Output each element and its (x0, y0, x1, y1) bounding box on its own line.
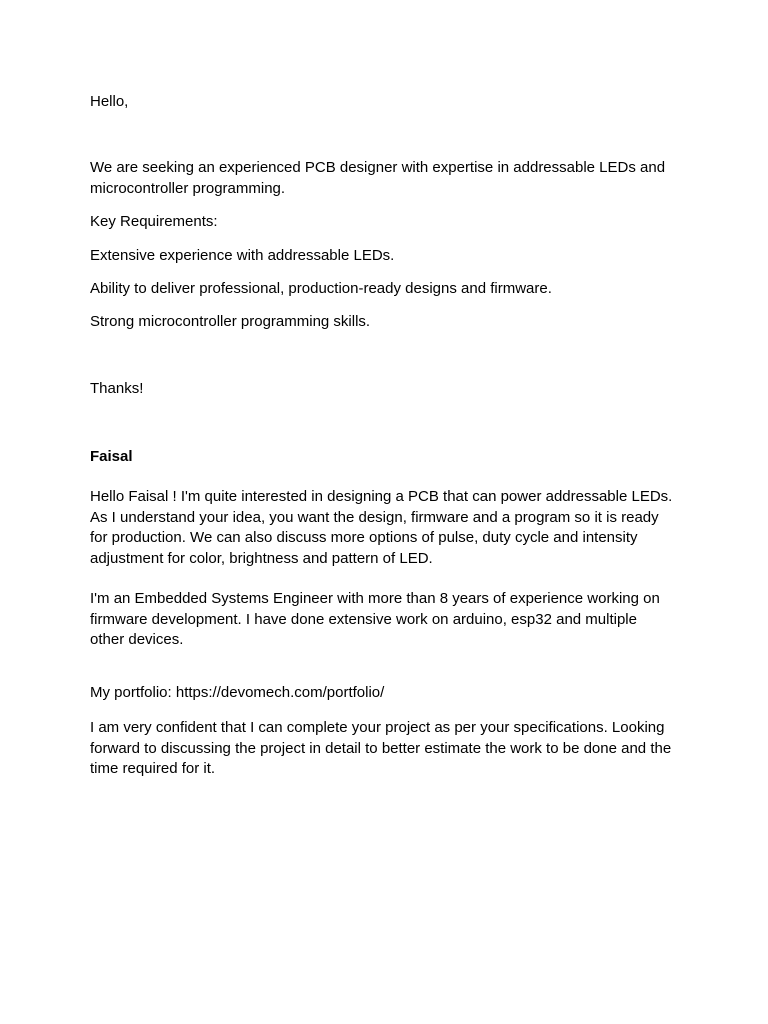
portfolio-line: My portfolio: https://devomech.com/portfolio/ (90, 684, 385, 701)
reply-line: I'm an Embedded Systems Engineer with more than 8 years of experience working on (90, 590, 660, 607)
reply-line: I am very confident that I can complete your project as per your specifications. Looking (90, 719, 665, 736)
reply-paragraph-2 (90, 589, 660, 651)
intro-paragraph (90, 158, 665, 199)
requirement-item: Ability to deliver professional, production-ready designs and firmware. (90, 280, 552, 297)
reply-line: As I understand your idea, you want the design, firmware and a program so it is ready (90, 508, 659, 526)
intro-line: We are seeking an experienced PCB designer with expertise in addressable LEDs and (90, 159, 666, 176)
reply-line: forward to discussing the project in detail to better estimate the work to be done and the (90, 739, 672, 757)
requirement-item: Strong microcontroller programming skills. (90, 313, 371, 330)
requirements-heading: Key Requirements: (90, 213, 218, 230)
reply-paragraph-1 (90, 487, 672, 569)
reply-line: adjustment for color, brightness and pattern of LED. (90, 549, 433, 567)
reply-line: Hello Faisal ! I'm quite interested in designing a PCB that can power addressable LEDs. (90, 488, 673, 505)
recipient-name: Faisal (90, 448, 133, 465)
requirement-item: Extensive experience with addressable LEDs. (90, 247, 395, 264)
greeting-text: Hello, (90, 93, 129, 110)
reply-paragraph-3 (90, 718, 671, 780)
closing-text: Thanks! (90, 380, 144, 397)
reply-line: firmware development. I have done extensive work on arduino, esp32 and multiple (90, 610, 637, 628)
reply-line: other devices. (90, 631, 184, 648)
reply-line: for production. We can also discuss more options of pulse, duty cycle and intensity (90, 529, 638, 546)
intro-line: microcontroller programming. (90, 179, 286, 197)
reply-line: time required for it. (90, 760, 216, 777)
